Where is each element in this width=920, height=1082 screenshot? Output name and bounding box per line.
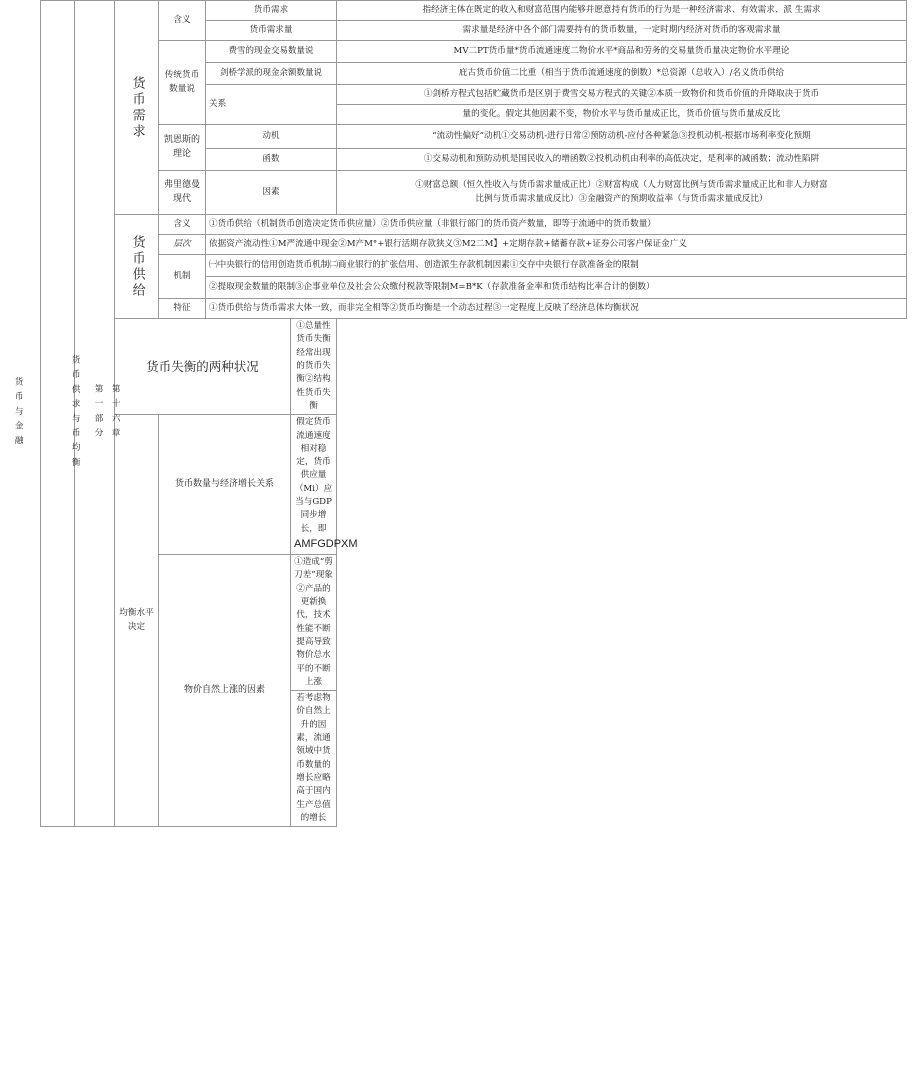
demand-meaning-label: 含义 (159, 1, 206, 41)
cambridge-text: 庇古货币价值二比重（相当于货币流通速度的倒数）*总资源（总收入）/名义货币供给 (337, 63, 907, 85)
imbalance-text: ①总量性货币失衡经常出现的货币失衡②结构性货币失衡 (291, 319, 337, 415)
supply-title: 货币供给 (115, 215, 159, 319)
function-text: ①交易动机和预防动机是国民收入的增函数②投机动机由利率的高低决定，是利率的减函数；流动性陷阱 (337, 149, 907, 171)
supply-level-text: 依据资产流动性①M严流通中现金②M产M°+银行活期存款狭义③M2二M】+定期存款+储蓄存款+证券公司客户保证金广义 (206, 235, 907, 255)
knowledge-outline-table (13, 0, 907, 827)
eq1-cell (291, 415, 358, 555)
trad-quantity-label: 传统货币数量说 (159, 41, 206, 125)
demand-sub1: 货币需求 (206, 1, 337, 21)
demand-def1: 指经济主体在既定的收入和财富范围内能够并愿意持有货币的行为是一种经济需求、有效需求、派 生需求 (337, 1, 907, 21)
balance-feature-label: 特征 (159, 299, 206, 319)
motive-text: “流动性偏好”动机①交易动机-进行日常②预防动机-应付各种紧急③投机动机-根据市场利率变化预期 (337, 125, 907, 149)
supply-meaning-text: ①货币供给（机制货币创造决定货币供应量）②货币供应量（非银行部门的货币资产数量，即等于流通中的货币数量） (206, 215, 907, 235)
factor-label: 因素 (206, 171, 337, 215)
relation-label: 关系 (206, 85, 337, 125)
supply-meaning-label: 含义 (159, 215, 206, 235)
supply-level-label: 层次 (159, 235, 206, 255)
relation-text1: ①剑桥方程式包括贮藏货币是区别于费雪交易方程式的关键②本质一致物价和货币价值的升降取决于货币 (337, 85, 907, 105)
supply-mech-label: 机制 (159, 255, 206, 299)
eq2-text2: 若考虑物价自然上升的因素，流通领域中货币数量的增长应略高于国内生产总值的增长 (291, 691, 337, 827)
balance-feature-text: ①货币供给与货币需求大体一致，而非完全相等②货币均衡是一个动态过程③一定程度上反映了经济总体均衡状况 (206, 299, 907, 319)
factor-text1: ①财富总额（恒久性收入与货币需求量成正比）②财富构成（人力财富比例与货币需求量成正比和非人力财富 (415, 180, 828, 191)
eq1-label: 货币数量与经济增长关系 (159, 415, 291, 555)
supply-mech-text2: ②提取现金数量的限制③企事业单位及社会公众缴付税款等限制M=B*K（存款准备金率和货币结构比率合计的倒数） (206, 277, 907, 299)
cambridge-label: 剑桥学派的现金余额数量说 (206, 63, 337, 85)
part-label: 第一部分 (93, 384, 104, 443)
part-title: 货币与金融 (13, 377, 24, 451)
keynes-label: 凯恩斯的理论 (159, 125, 206, 171)
demand-def2: 需求量是经济中各个部门需要持有的货币数量，一定时期内经济对货币的客观需求量 (337, 21, 907, 41)
cash-label: 费雪的现金交易数量说 (206, 41, 337, 63)
cash-text: MV二PT货币量*货币流通速度二物价水平*商品和劳务的交易量货币量决定物价水平理论 (337, 41, 907, 63)
eq2-label: 物价自然上涨的因素 (159, 555, 291, 827)
motive-label: 动机 (206, 125, 337, 149)
factor-text2: 比例与货币需求量成反比）③金融资产的预期收益率（与货币需求量成反比） (475, 193, 768, 204)
eq1-text: 假定货币流通速度相对稳定，货币供应量（Mi）应当与GDP同步增长，即 (294, 417, 333, 534)
chapter16-label: 第十六章 (110, 384, 121, 443)
eq1-formula: AMFGDPXM (294, 538, 358, 550)
demand-title: 货币需求 (115, 1, 159, 215)
function-label: 函数 (206, 149, 337, 171)
demand-sub2: 货币需求量 (206, 21, 337, 41)
factor-text (337, 171, 907, 215)
chapter16-title: 货币供求与币均衡 (70, 355, 81, 473)
supply-mech-text1: ㈠中央银行的信用创造货币机制㈡商业银行的扩张信用、创造派生存款机制因素①交存中央银行存款准备金的限制 (206, 255, 907, 277)
friedman-label: 弗里德曼现代 (159, 171, 206, 215)
eq2-text1: ①造成“剪刀差”现象②产品的更新换代，技术性能不断提高导致物价总水平的不断上涨 (291, 555, 337, 691)
relation-text2: 量的变化。假定其他因素不变，物价水平与货币量成正比，货币价值与货币量成反比 (337, 105, 907, 125)
equilibrium-label: 均衡水平决定 (115, 415, 159, 827)
imbalance-label: 货币失衡的两种状况 (115, 319, 291, 415)
